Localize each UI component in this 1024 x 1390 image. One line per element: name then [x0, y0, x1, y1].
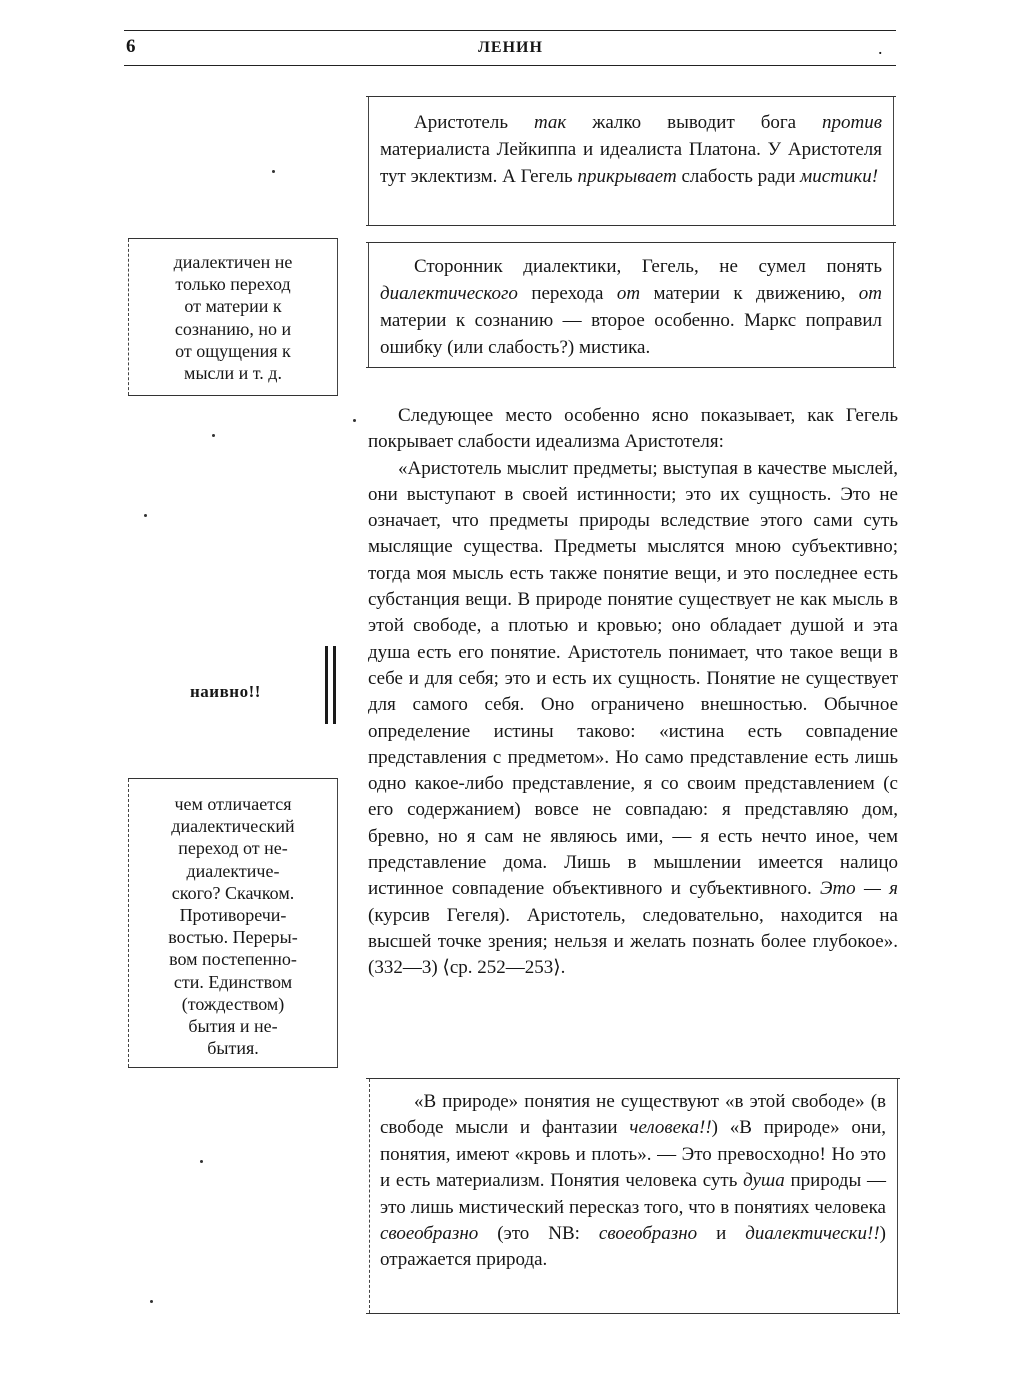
box-left-border: [368, 97, 369, 225]
margin-box-leap-text: [136, 793, 330, 1059]
margin-line: бытия и не-: [188, 1016, 278, 1037]
margin-line: мысли и т. д.: [184, 363, 282, 384]
margin-box-leap: [128, 778, 338, 1068]
margin-line: от ощущения к: [175, 340, 291, 361]
emphasis-run: диалектически!!: [745, 1223, 880, 1245]
emphasis-run: от: [858, 283, 882, 304]
header-rule-top: [124, 30, 896, 31]
page-number: 6: [126, 36, 136, 57]
margin-naivno: наивно!!: [190, 682, 261, 701]
box-right-border: [337, 239, 338, 395]
note-hegel-text: [380, 253, 882, 361]
print-speck: [212, 434, 215, 437]
box-right-border: [893, 97, 894, 225]
margin-line: чем отличается: [174, 794, 292, 814]
running-title: ЛЕНИН: [478, 39, 543, 56]
box-right-border: [337, 779, 338, 1067]
box-right-border: [893, 243, 894, 367]
margin-line: сти. Единством: [173, 971, 293, 992]
margin-bar: [325, 646, 328, 724]
note-aristotle-text: [380, 109, 882, 190]
emphasis-run: против: [822, 112, 882, 133]
print-speck: [200, 1160, 203, 1163]
emphasis-run: своеобразно: [380, 1223, 479, 1245]
emphasis-run: диалектического: [380, 283, 518, 304]
box-left-border: [128, 779, 129, 1067]
text-run: перехода: [517, 283, 617, 304]
note-box-aristotle: [366, 96, 896, 226]
text-run: «В природе» понятия не существуют «в этой свободе» (в свободе мысли и фантазии: [380, 1091, 886, 1139]
emphasis-run: человека!!: [629, 1117, 712, 1139]
text-run: материалиста Лейкиппа и идеалиста Платона. У Аристотеля тут эклектизм. А Гегель: [380, 139, 882, 187]
main-text: [368, 403, 898, 982]
text-run: жалко выводит бога: [566, 112, 823, 133]
emphasis-run: прикрывает: [577, 166, 677, 187]
text-run: (курсив Гегеля). Аристотель, следовательно, находится на высшей точке зрения; нельзя и желать познать более глубокое». (332—3) ⟨ср. 252—253⟩.: [368, 904, 898, 979]
text-run: и: [697, 1223, 746, 1245]
note-box-nature: [366, 1078, 900, 1314]
emphasis-run: от: [616, 283, 641, 304]
text-run: природы — это лишь мистический пересказ того, что в понятиях человека: [380, 1170, 886, 1218]
text-run: Аристотель: [414, 112, 534, 133]
margin-line: диалектиче-: [186, 860, 280, 881]
text-run: ) «В природе» они, понятия, имеют «кровь и плоть». — Это превосходно! Но это и есть материализм. Понятия человека суть: [380, 1117, 886, 1192]
margin-line: только переход: [175, 274, 291, 295]
text-run: материи к сознанию — второе особенно. Маркс поправил ошибку (или слабость?) мистика.: [380, 310, 882, 358]
margin-box-dialectic: [128, 238, 338, 396]
margin-line: сознанию, но и: [174, 318, 292, 339]
text-run: Сторонник диалектики, Гегель, не сумел понять: [414, 256, 882, 277]
margin-line: ского? Скачком.: [171, 882, 295, 903]
box-left-border: [368, 243, 369, 367]
print-speck: [272, 170, 275, 173]
margin-line: Противоречи-: [179, 905, 287, 926]
note-nature-text: [380, 1089, 886, 1274]
main-paragraph-1: Следующее место особенно ясно показывает, как Гегель покрывает слабости идеализма Аристотеля:: [368, 405, 898, 453]
margin-bar: [333, 646, 336, 724]
emphasis-run: так: [533, 112, 567, 133]
emphasis-run: мистики!: [800, 166, 879, 187]
box-left-border: [128, 239, 129, 395]
emphasis-run: Это — я: [820, 878, 898, 900]
text-run: «Аристотель мыслит предметы; выступая в качестве мыслей, они выступают в своей истинности; это их сущность. Это не означает, что предметы природы вследствие этого сами суть мыслящие существа. Предметы мыслятся мною субъективно; тогда моя мысль есть также понятие вещи, и это последнее есть субстанция вещи. В природе понятие существует не как мысль в этой свободе, а плотью и кровью; оно обладает душой и эта душа есть его понятие. Аристотель понимает, что такое вещи в себе и для себя; это и есть их сущность. Понятие не существует для самого себя. Оно ограничено внешностью. Обычное определение истины таково: «истина есть совпадение представления с предметом». Но само представление есть лишь одно какое-либо представление, я со своим представлением (с его содержанием) вовсе не совпадаю: я представляю дом, бревно, но я сам не являюсь ими, — я есть нечто иное, чем представление дома. Лишь в мышлении имеется налицо истинное совпадение объективного и субъективного.: [368, 457, 898, 900]
note-box-hegel: [366, 242, 896, 368]
header-dot: .: [878, 38, 883, 58]
margin-line: (тождеством): [181, 993, 285, 1014]
header-rule-bottom: [124, 65, 896, 66]
margin-line: бытия.: [207, 1038, 259, 1059]
print-speck: [150, 1300, 153, 1303]
margin-line: востью. Переры-: [168, 927, 298, 948]
margin-line: от материи к: [184, 296, 282, 317]
text-run: материи к движению,: [640, 283, 859, 304]
margin-box-dialectic-text: [136, 251, 330, 384]
emphasis-run: своеобразно: [598, 1223, 698, 1245]
margin-line: вом постепенно-: [169, 949, 297, 970]
main-paragraph-2: [368, 456, 898, 982]
print-speck: [144, 514, 147, 517]
box-right-border: [897, 1079, 898, 1313]
text-run: ) отражается природа.: [380, 1223, 886, 1271]
text-run: (это NB:: [478, 1223, 599, 1245]
margin-line: диалектический: [171, 816, 295, 837]
text-run: слабость ради: [676, 166, 801, 187]
print-speck: [353, 419, 356, 422]
emphasis-run: душа: [743, 1170, 785, 1192]
margin-line: переход от не-: [178, 838, 288, 859]
margin-line: диалектичен не: [173, 252, 293, 272]
box-left-border: [369, 1079, 370, 1313]
